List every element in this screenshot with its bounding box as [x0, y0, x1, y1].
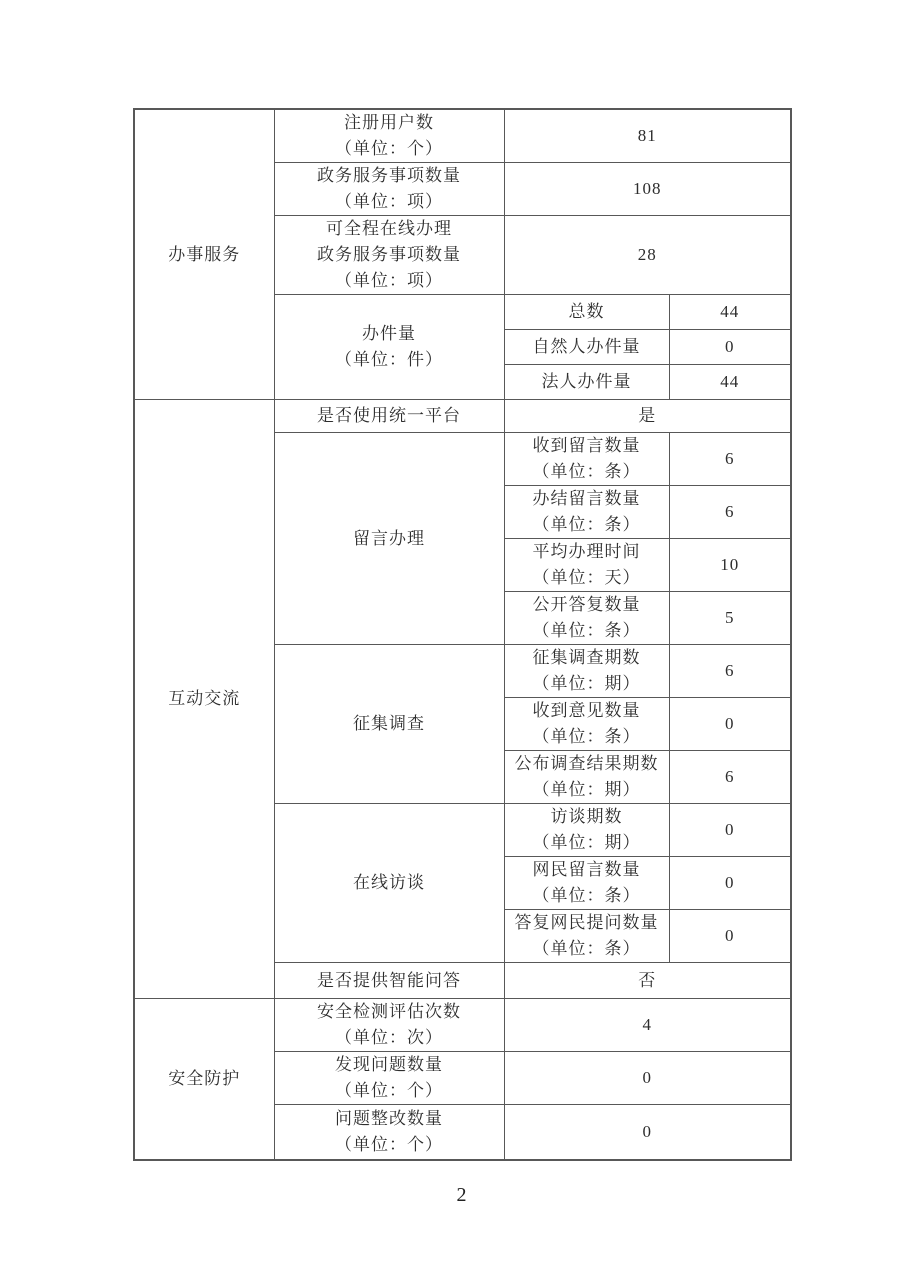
sub-label: 公开答复数量 — [532, 595, 641, 614]
metric-value-cell: 否 — [504, 963, 791, 999]
page-number: 2 — [456, 1184, 467, 1206]
sub-unit: （单位：条） — [532, 515, 641, 534]
metric-label-cell — [274, 109, 504, 163]
category-cell-service — [134, 109, 274, 400]
sub-unit: （单位：期） — [532, 833, 641, 852]
metric-value-cell: 0 — [504, 1105, 791, 1160]
sub-unit: （单位：条） — [532, 621, 641, 640]
sub-value-cell: 44 — [669, 295, 791, 330]
sub-label-cell — [504, 804, 669, 857]
sub-label-cell — [504, 910, 669, 963]
sub-label-cell — [504, 539, 669, 592]
sub-unit: （单位：条） — [532, 462, 641, 481]
category-label: 办事服务 — [168, 244, 241, 264]
metric-label-cell — [274, 216, 504, 295]
metric-label-cell — [274, 1052, 504, 1105]
metric-unit: （单位：项） — [335, 271, 443, 290]
metric-label-cell — [274, 1105, 504, 1160]
sub-unit: （单位：条） — [532, 886, 641, 905]
sub-unit: （单位：天） — [532, 568, 641, 587]
metric-unit: （单位：次） — [335, 1028, 443, 1047]
sub-value-cell: 6 — [669, 751, 791, 804]
sub-label: 收到意见数量 — [532, 701, 641, 720]
sub-label: 平均办理时间 — [532, 542, 641, 561]
metric-unit: （单位：个） — [335, 1134, 443, 1154]
metric-label-cell: 是否使用统一平台 — [274, 400, 504, 433]
sub-label-cell — [504, 486, 669, 539]
metric-label: 问题整改数量 — [335, 1108, 443, 1128]
metric-label: 政务服务事项数量 — [317, 245, 461, 264]
sub-value-cell: 0 — [669, 804, 791, 857]
metric-label: 安全检测评估次数 — [317, 1002, 461, 1021]
metric-unit: （单位：个） — [335, 1081, 443, 1100]
sub-label: 网民留言数量 — [532, 860, 641, 879]
sub-label: 访谈期数 — [550, 807, 623, 826]
metric-label-cell: 留言办理 — [274, 433, 504, 645]
metric-label-cell — [274, 999, 504, 1052]
metric-value-cell: 0 — [504, 1052, 791, 1105]
metric-value-cell: 4 — [504, 999, 791, 1052]
metric-value-cell: 28 — [504, 216, 791, 295]
sub-label-cell — [504, 751, 669, 804]
sub-unit: （单位：期） — [532, 674, 641, 693]
metric-value-cell: 108 — [504, 163, 791, 216]
sub-value-cell: 6 — [669, 486, 791, 539]
category-label: 安全防护 — [168, 1068, 241, 1088]
metric-label: 办件量 — [362, 324, 416, 343]
sub-label: 办结留言数量 — [532, 489, 641, 508]
sub-value-cell: 5 — [669, 592, 791, 645]
sub-label-cell — [504, 698, 669, 751]
sub-label-cell: 总数 — [504, 295, 669, 330]
sub-label-cell — [504, 645, 669, 698]
metric-label: 发现问题数量 — [335, 1055, 443, 1074]
sub-value-cell: 44 — [669, 365, 791, 400]
sub-label: 答复网民提问数量 — [514, 913, 659, 932]
sub-label: 公布调查结果期数 — [514, 754, 659, 773]
sub-value-cell: 0 — [669, 330, 791, 365]
sub-unit: （单位：条） — [532, 727, 641, 746]
metric-label: 注册用户数 — [344, 113, 434, 132]
sub-value-cell: 6 — [669, 433, 791, 486]
metric-label-cell: 是否提供智能问答 — [274, 963, 504, 999]
sub-value-cell: 0 — [669, 698, 791, 751]
sub-label-cell — [504, 592, 669, 645]
metric-label-cell: 征集调查 — [274, 645, 504, 804]
metric-unit: （单位：项） — [335, 192, 443, 211]
sub-label-cell: 法人办件量 — [504, 365, 669, 400]
metric-unit: （单位：件） — [335, 350, 443, 369]
metric-label-cell: 在线访谈 — [274, 804, 504, 963]
sub-label-cell: 自然人办件量 — [504, 330, 669, 365]
category-cell-security — [134, 999, 274, 1160]
metric-value-cell: 81 — [504, 109, 791, 163]
sub-value-cell: 0 — [669, 857, 791, 910]
metric-label: 可全程在线办理 — [326, 219, 452, 238]
sub-label: 征集调查期数 — [532, 648, 641, 667]
sub-value-cell: 0 — [669, 910, 791, 963]
category-cell-interaction — [134, 400, 274, 999]
metric-label-cell — [274, 295, 504, 400]
metric-label: 政务服务事项数量 — [317, 166, 461, 185]
sub-label: 收到留言数量 — [532, 436, 641, 455]
category-label: 互动交流 — [168, 689, 241, 708]
metric-label-cell — [274, 163, 504, 216]
metric-unit: （单位：个） — [335, 139, 443, 158]
annual-report-table — [133, 108, 792, 1161]
sub-label-cell — [504, 857, 669, 910]
sub-label-cell — [504, 433, 669, 486]
sub-unit: （单位：条） — [532, 939, 641, 958]
sub-unit: （单位：期） — [532, 780, 641, 799]
metric-value-cell: 是 — [504, 400, 791, 433]
sub-value-cell: 6 — [669, 645, 791, 698]
sub-value-cell: 10 — [669, 539, 791, 592]
